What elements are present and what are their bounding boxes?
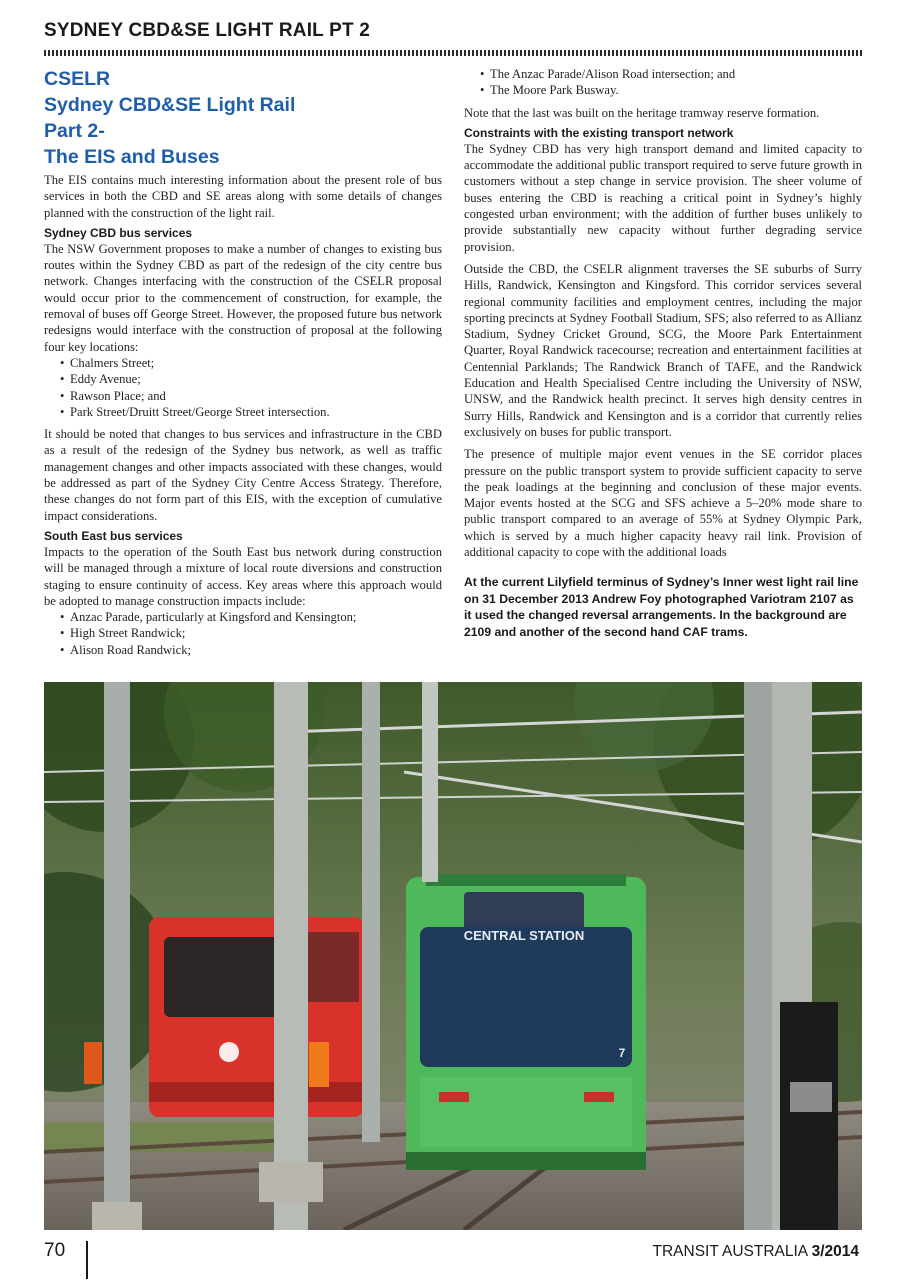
- list-item: • Anzac Parade, particularly at Kingsford and Kensington;: [60, 609, 442, 625]
- list-item: • High Street Randwick;: [60, 625, 442, 641]
- constraints-paragraph-2: Outside the CBD, the CSELR alignment traverses the SE suburbs of Surry Hills, Randwick, Kensington and Kingsford. This corridor services several regional community facilities and employment centres, including the major sporting precincts at Sydney Football Stadium, SFS; also referred to as Allianz Stadium, Sydney Cricket Ground, SCG, the Moore Park Entertainment Quarter, Royal Randwick racecourse; recreation and entertainment facilities at Centennial Parklands; The Randwick Branch of TAFE, and the Randwick Education and Health Specialised Centre including the University of NSW, UNSW, and the Randwick health precinct. It serves high density centres in Surry Hills, Randwick and Kensington and is a corridor that currently relies exclusively on buses for public transport.: [464, 261, 862, 439]
- magazine-issue: 3/2014: [811, 1243, 859, 1260]
- heading-line: Sydney CBD&SE Light Rail: [44, 94, 296, 116]
- article-heading: [44, 66, 442, 170]
- magazine-title: TRANSIT AUSTRALIA: [652, 1243, 808, 1260]
- intro-paragraph: The EIS contains much interesting information about the present role of bus services in both the CBD and SE areas along with some details of changes planned with the construction of the light rail.: [44, 173, 442, 220]
- list-item: • Alison Road Randwick;: [60, 642, 442, 658]
- se-bus-heading: South East bus services: [44, 528, 183, 543]
- constraints-paragraph-1: The Sydney CBD has very high transport demand and limited capacity to accommodate the additional public transport required to serve future growth in customers without a step change in service provision. The sheer volume of buses entering the CBD is reaching a critical point in Sydney’s highly congested urban environment; with the addition of further buses unlikely to provide substantially new capacity without further degrading service provision.: [464, 141, 862, 254]
- list-item: • Park Street/Druitt Street/George Street intersection.: [60, 404, 442, 420]
- tram-destination-sign: CENTRAL STATION: [463, 928, 585, 943]
- cbd-paragraph-2: It should be noted that changes to bus services and infrastructure in the CBD as a result of the redesign of the Sydney bus network, as well as traffic management changes and other impacts associated with these changes, would be addressed as part of the Sydney City Centre Access Strategy. Therefore, these changes do not form part of this EIS, with the exception of cumulative impact considerations.: [44, 427, 442, 523]
- cbd-paragraph: The NSW Government proposes to make a number of changes to existing bus routes within the Sydney CBD as part of the redesign of the city centre bus network. Changes interfacing with the construction of the CSELR proposal would occur prior to the commencement of construction, for example, the removal of buses off George Street. However, the proposed future bus network redesigns would interface with the construction of proposal at the following four key locations:: [44, 241, 442, 354]
- tram-number: 7: [618, 1046, 626, 1060]
- constraints-heading: Constraints with the existing transport network: [464, 125, 734, 140]
- header-dotted-rule: [44, 50, 862, 56]
- tram-photo: [44, 682, 862, 1230]
- list-item: • The Moore Park Busway.: [480, 82, 862, 98]
- se-areas-list: [44, 609, 442, 658]
- se-areas-list-continued: [464, 66, 862, 99]
- list-item: • The Anzac Parade/Alison Road intersection; and: [480, 66, 862, 82]
- footer-vertical-rule: [86, 1241, 88, 1279]
- list-item: • Chalmers Street;: [60, 355, 442, 371]
- se-paragraph: Impacts to the operation of the South East bus network during construction will be managed through a mixture of local route diversions and construction staging to ensure continuity of access. Key areas where this approach would be adopted to manage construction impacts include:: [44, 544, 442, 608]
- se-note: Note that the last was built on the heritage tramway reserve formation.: [464, 105, 820, 120]
- cbd-locations-list: [44, 355, 442, 420]
- tram-photo-illustration: [44, 682, 862, 1230]
- heading-line: The EIS and Buses: [44, 146, 220, 168]
- left-column: [44, 66, 442, 658]
- photo-caption: At the current Lilyfield terminus of Sydney’s Inner west light rail line on 31 December 2013 Andrew Foy photographed Variotram 2107 as it used the changed reversal arrangements. In the background are 2109 and another of the second hand CAF trams.: [464, 575, 859, 639]
- heading-line: CSELR: [44, 68, 111, 90]
- right-column: [464, 66, 862, 640]
- list-item: • Rawson Place; and: [60, 388, 442, 404]
- constraints-paragraph-3: The presence of multiple major event venues in the SE corridor places pressure on the public transport system to provide sufficient capacity to serve the peak loadings at the beginning and conclusion of these major events. Major events hosted at the SCG and SFS achieve a 5–20% mode share to public transport compared to an average of 55% at Sydney Olympic Park, which is served by a much higher capacity heavy rail link. Provision of additional capacity to cope with the additional loads: [464, 447, 862, 560]
- magazine-footer: [653, 1243, 860, 1261]
- list-item: • Eddy Avenue;: [60, 371, 442, 387]
- heading-line: Part 2-: [44, 120, 105, 142]
- cbd-bus-heading: Sydney CBD bus services: [44, 225, 193, 240]
- running-header: SYDNEY CBD&SE LIGHT RAIL PT 2: [44, 20, 371, 41]
- page-number: 70: [44, 1240, 66, 1261]
